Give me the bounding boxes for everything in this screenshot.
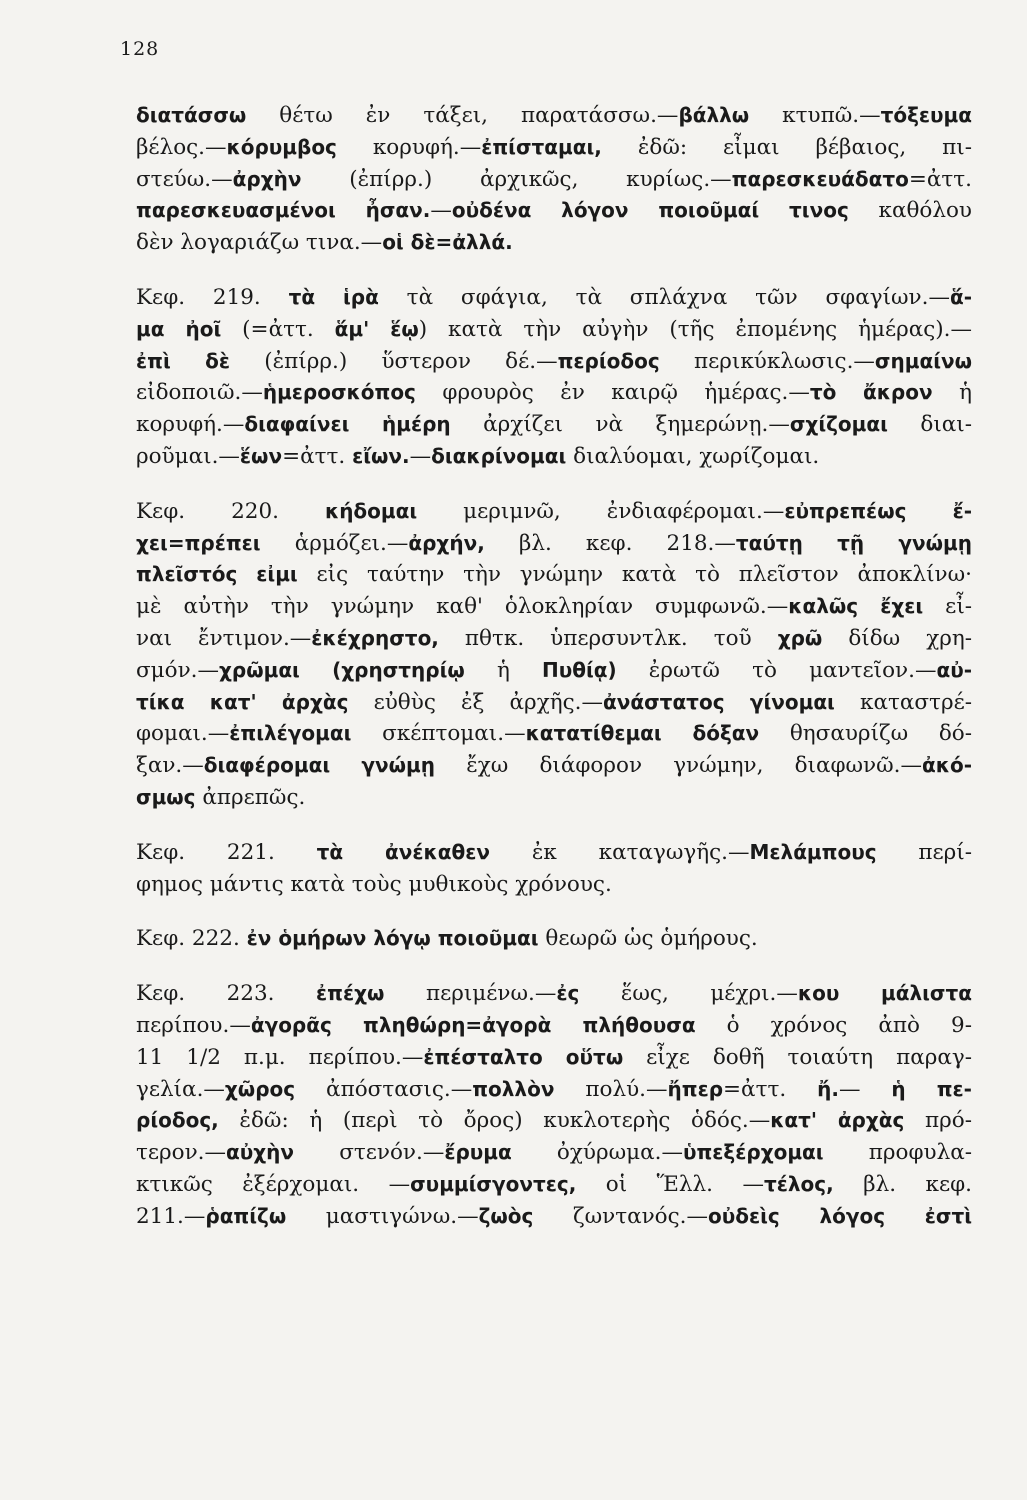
- lemma-term: παρεσκευασμένοι ἦσαν.: [136, 198, 431, 223]
- gloss-text: ἀρχίζει νὰ ξημερώνῃ.—: [450, 412, 790, 438]
- gloss-text: ἕως, μέχρι.—: [579, 981, 798, 1007]
- lemma-term: περίοδος: [557, 348, 660, 373]
- text-line: [136, 837, 972, 869]
- gloss-text: περιμένω.—: [384, 981, 557, 1007]
- gloss-text: στεύω.—: [136, 166, 233, 192]
- lemma-term: ἡ πε-: [891, 1076, 972, 1101]
- gloss-text: φημος μάντις κατὰ τοὺς μυθικοὺς χρόνους.: [136, 871, 612, 897]
- gloss-text: οἱ Ἕλλ. —: [576, 1171, 764, 1197]
- gloss-text: μεριμνῶ, ἐνδιαφέρομαι.—: [417, 498, 785, 524]
- gloss-text: θεωρῶ ὡς ὁμήρους.: [538, 926, 758, 952]
- gloss-text: =ἀττ.: [723, 1076, 818, 1102]
- gloss-text: —: [430, 198, 452, 224]
- lemma-term: εἴων.: [352, 443, 410, 468]
- gloss-text: βλ. κεφ. 218.—: [484, 530, 736, 556]
- text-line: [136, 195, 972, 227]
- lemma-term: ζωὸς: [478, 1203, 534, 1228]
- gloss-text: Κεφ. 221.: [136, 839, 317, 865]
- gloss-text: ἐκ καταγωγῆς.—: [490, 839, 750, 865]
- gloss-text: —: [838, 1076, 892, 1102]
- lemma-term: ὑπεξέρχομαι: [682, 1140, 824, 1165]
- gloss-text: ἐδῶ: ἡ (περὶ τὸ ὄρος) κυκλοτερὴς ὁδός.—: [218, 1108, 771, 1134]
- gloss-text: διαλύομαι, χωρίζομαι.: [566, 443, 820, 469]
- lemma-term: αὐ-: [936, 657, 972, 682]
- gloss-text: ἀπόστασις.—: [295, 1076, 473, 1102]
- gloss-text: φρουρὸς ἐν καιρῷ ἡμέρας.—: [415, 380, 810, 406]
- text-line: [136, 1074, 972, 1106]
- lemma-term: ἅ-: [949, 284, 972, 309]
- lemma-term: τὰ ἀνέκαθεν: [316, 839, 491, 864]
- text-line: [136, 1137, 972, 1169]
- lemma-term: παρεσκευάδατο: [731, 166, 909, 191]
- lemma-term: σμως: [136, 784, 196, 809]
- lemma-term: ἡμεροσκόπος: [262, 380, 416, 405]
- paragraph: [136, 282, 972, 473]
- gloss-text: πρό-: [904, 1108, 972, 1134]
- gloss-text: σμόν.—: [136, 657, 219, 683]
- gloss-text: ἁρμόζει.—: [260, 530, 409, 556]
- text-line: [136, 1105, 972, 1137]
- text-line: [136, 441, 972, 473]
- gloss-text: δὲν λογαριάζω τινα.—: [136, 230, 383, 256]
- lemma-term: ρίοδος,: [136, 1108, 219, 1133]
- lemma-term: ἐν ὁμήρων λόγῳ ποιοῦμαι: [246, 926, 539, 951]
- gloss-text: κτικῶς ἐξέρχομαι. —: [136, 1171, 411, 1197]
- text-line: [136, 227, 972, 259]
- lemma-term: ἀρχήν,: [408, 530, 485, 555]
- text-line: [136, 496, 972, 528]
- lemma-term: ἐκέχρηστο,: [311, 625, 439, 650]
- lemma-term: κατατίθεμαι δόξαν: [525, 721, 760, 746]
- lemma-term: ἕων: [239, 443, 283, 468]
- gloss-text: ἀπρεπῶς.: [195, 784, 306, 810]
- text-line: [136, 750, 972, 782]
- gloss-text: 11 1/2 π.μ. περίπου.—: [136, 1044, 424, 1070]
- gloss-text: ναι ἔντιμον.—: [136, 625, 312, 651]
- gloss-text: εἶ-: [923, 594, 972, 620]
- gloss-text: ἐρωτῶ τὸ μαντεῖον.—: [616, 657, 937, 683]
- text-line: [136, 718, 972, 750]
- lemma-term: οἱ δὲ=ἀλλά.: [382, 230, 513, 255]
- lemma-term: πολλὸν: [472, 1076, 555, 1101]
- lemma-term: Πυθίᾳ): [541, 657, 617, 682]
- gloss-text: περί-: [876, 839, 972, 865]
- lemma-term: χρῶ: [777, 625, 823, 650]
- lemma-term: εὐπρεπέως ἔ-: [784, 498, 972, 523]
- gloss-text: κορυφή.—: [336, 134, 482, 160]
- lemma-term: ἤ.: [817, 1076, 839, 1101]
- lemma-term: κόρυμβος: [226, 134, 337, 159]
- gloss-text: γελία.—: [136, 1076, 225, 1102]
- gloss-text: Κεφ. 222.: [136, 926, 247, 952]
- lemma-term: ἐπὶ δὲ: [136, 348, 230, 373]
- lemma-term: ἀκό-: [922, 753, 972, 778]
- lemma-term: τίκα κατ' ἀρχὰς: [136, 689, 349, 714]
- lemma-term: διατάσσω: [136, 103, 247, 127]
- lemma-term: ἐπέσταλτο οὕτω: [423, 1044, 624, 1069]
- lemma-term: χει=πρέπει: [136, 530, 261, 555]
- gloss-text: Κεφ. 219.: [136, 284, 289, 310]
- lemma-term: καλῶς ἔχει: [788, 594, 924, 619]
- gloss-text: ἐδῶ: εἶμαι βέβαιος, πι-: [601, 134, 972, 160]
- gloss-text: τὰ σφάγια, τὰ σπλάχνα τῶν σφαγίων.—: [378, 284, 950, 310]
- lemma-term: διαφαίνει ἡμέρη: [244, 412, 451, 437]
- gloss-text: πθτκ. ὑπερσυντλκ. τοῦ: [438, 625, 778, 651]
- gloss-text: ὀχύρωμα.—: [511, 1140, 683, 1166]
- lemma-term: κου μάλιστα: [797, 981, 972, 1006]
- paragraph: [136, 837, 972, 901]
- gloss-text: τερον.—: [136, 1140, 227, 1166]
- text-line: [136, 591, 972, 623]
- lemma-term: τὸ ἄκρον: [809, 380, 933, 405]
- text-line: [136, 132, 972, 164]
- gloss-text: ἡ: [464, 657, 542, 683]
- text-line: [136, 409, 972, 441]
- text-line: [136, 623, 972, 655]
- text-line: [136, 314, 972, 346]
- text-line: [136, 687, 972, 719]
- lemma-term: χῶρος: [224, 1076, 296, 1101]
- paragraph: [136, 978, 972, 1232]
- gloss-text: εἶχε δοθῆ τοιαύτη παραγ-: [623, 1044, 972, 1070]
- gloss-text: εὐθὺς ἐξ ἀρχῆς.—: [348, 689, 603, 715]
- gloss-text: εἰς ταύτην τὴν γνώμην κατὰ τὸ πλεῖστον ἀποκλίνω·: [297, 562, 972, 588]
- lemma-term: κατ' ἀρχὰς: [770, 1108, 905, 1133]
- lemma-term: βάλλω: [678, 103, 750, 127]
- lemma-term: χρῶμαι (χρηστηρίῳ: [219, 657, 465, 682]
- text-line: [136, 100, 972, 132]
- gloss-text: καθόλου: [848, 198, 972, 224]
- page-content: [136, 100, 972, 1233]
- gloss-text: θησαυρίζω δό-: [759, 721, 972, 747]
- gloss-text: θέτω ἐν τάξει, παρατάσσω.—: [246, 103, 679, 128]
- text-line: [136, 923, 972, 955]
- gloss-text: μαστιγώνω.—: [286, 1203, 479, 1229]
- lemma-term: ἔρυμα: [444, 1140, 512, 1165]
- gloss-text: μὲ αὐτὴν τὴν γνώμην καθ' ὁλοκληρίαν συμφωνῶ.—: [136, 594, 789, 620]
- gloss-text: φομαι.—: [136, 721, 230, 747]
- gloss-text: (ἐπίρρ.) ὕστερον δέ.—: [230, 348, 558, 374]
- lemma-term: ἀνάστατος γίνομαι: [603, 689, 835, 714]
- text-line: [136, 978, 972, 1010]
- lemma-term: τόξευμα: [880, 103, 972, 127]
- gloss-text: διαι-: [887, 412, 972, 438]
- lemma-term: κήδομαι: [324, 498, 418, 523]
- text-line: [136, 869, 972, 901]
- text-line: [136, 528, 972, 560]
- paragraph: [136, 923, 972, 955]
- text-line: [136, 377, 972, 409]
- text-line: [136, 1010, 972, 1042]
- lemma-term: ἀρχὴν: [232, 166, 302, 191]
- gloss-text: =ἀττ.: [908, 166, 972, 192]
- gloss-text: ἡ: [932, 380, 972, 406]
- gloss-text: κορυφή.—: [136, 412, 245, 438]
- text-line: [136, 1169, 972, 1201]
- text-line: [136, 655, 972, 687]
- paragraph: [136, 496, 972, 814]
- gloss-text: ξαν.—: [136, 753, 204, 779]
- text-line: [136, 282, 972, 314]
- lemma-term: τέλος,: [763, 1171, 834, 1196]
- lemma-term: ἤπερ: [667, 1076, 724, 1101]
- page-number: 128: [120, 38, 160, 60]
- gloss-text: Κεφ. 223.: [136, 981, 317, 1007]
- gloss-text: βέλος.—: [136, 134, 227, 160]
- lemma-term: σχίζομαι: [789, 412, 888, 437]
- lemma-term: Μελάμπους: [749, 839, 877, 864]
- gloss-text: ζωντανός.—: [533, 1203, 709, 1229]
- gloss-text: πολύ.—: [554, 1076, 668, 1102]
- lemma-term: διακρίνομαι: [431, 443, 567, 468]
- gloss-text: (ἐπίρρ.) ἀρχικῶς, κυρίως.—: [301, 166, 732, 192]
- gloss-text: στενόν.—: [294, 1140, 445, 1166]
- lemma-term: οὐδεὶς λόγος ἐστὶ: [708, 1203, 972, 1228]
- lemma-term: οὐδένα λόγον ποιοῦμαί τινος: [451, 198, 849, 223]
- gloss-text: κτυπῶ.—: [749, 103, 881, 128]
- lemma-term: διαφέρομαι γνώμῃ: [203, 753, 436, 778]
- text-line: [136, 346, 972, 378]
- text-line: [136, 559, 972, 591]
- gloss-text: εἰδοποιῶ.—: [136, 380, 263, 406]
- gloss-text: ροῦμαι.—: [136, 443, 240, 469]
- text-line: [136, 1201, 972, 1233]
- lemma-term: ἅμ' ἕῳ: [334, 316, 419, 341]
- lemma-term: μα ἠοῖ: [136, 316, 222, 341]
- lemma-term: ἐπίσταμαι,: [481, 134, 602, 159]
- gloss-text: —: [409, 443, 432, 469]
- lemma-term: αὐχὴν: [226, 1140, 295, 1165]
- gloss-text: 211.—: [136, 1203, 206, 1229]
- gloss-text: δίδω χρη-: [822, 625, 972, 651]
- lemma-term: ἀγορᾶς πληθώρη=ἀγορὰ πλήθουσα: [250, 1012, 696, 1037]
- text-line: [136, 782, 972, 814]
- gloss-text: καταστρέ-: [834, 689, 972, 715]
- lemma-term: ῥαπίζω: [205, 1203, 287, 1228]
- gloss-text: ἔχω διάφορον γνώμην, διαφωνῶ.—: [435, 753, 922, 779]
- lemma-term: ἐπιλέγομαι: [229, 721, 352, 746]
- lemma-term: πλεῖστός εἰμι: [136, 562, 298, 587]
- gloss-text: Κεφ. 220.: [136, 498, 325, 524]
- gloss-text: ὁ χρόνος ἀπὸ 9-: [695, 1012, 972, 1038]
- gloss-text: περίπου.—: [136, 1012, 251, 1038]
- text-line: [136, 1042, 972, 1074]
- gloss-text: προφυλα-: [823, 1140, 972, 1166]
- lemma-term: ἐς: [556, 981, 580, 1006]
- lemma-term: τὰ ἱρὰ: [288, 284, 379, 309]
- gloss-text: ) κατὰ τὴν αὐγὴν (τῆς ἐπομένης ἡμέρας).—: [418, 316, 972, 342]
- paragraph: [136, 100, 972, 259]
- lemma-term: σημαίνω: [874, 348, 972, 373]
- lemma-term: ἐπέχω: [316, 981, 385, 1006]
- gloss-text: =ἀττ.: [282, 443, 353, 469]
- gloss-text: (=ἀττ.: [221, 316, 335, 342]
- gloss-text: περικύκλωσις.—: [659, 348, 875, 374]
- gloss-text: βλ. κεφ.: [833, 1171, 972, 1197]
- gloss-text: σκέπτομαι.—: [351, 721, 526, 747]
- text-line: [136, 164, 972, 196]
- lemma-term: συμμίσγοντες,: [410, 1171, 577, 1196]
- lemma-term: ταύτῃ τῇ γνώμῃ: [735, 530, 972, 555]
